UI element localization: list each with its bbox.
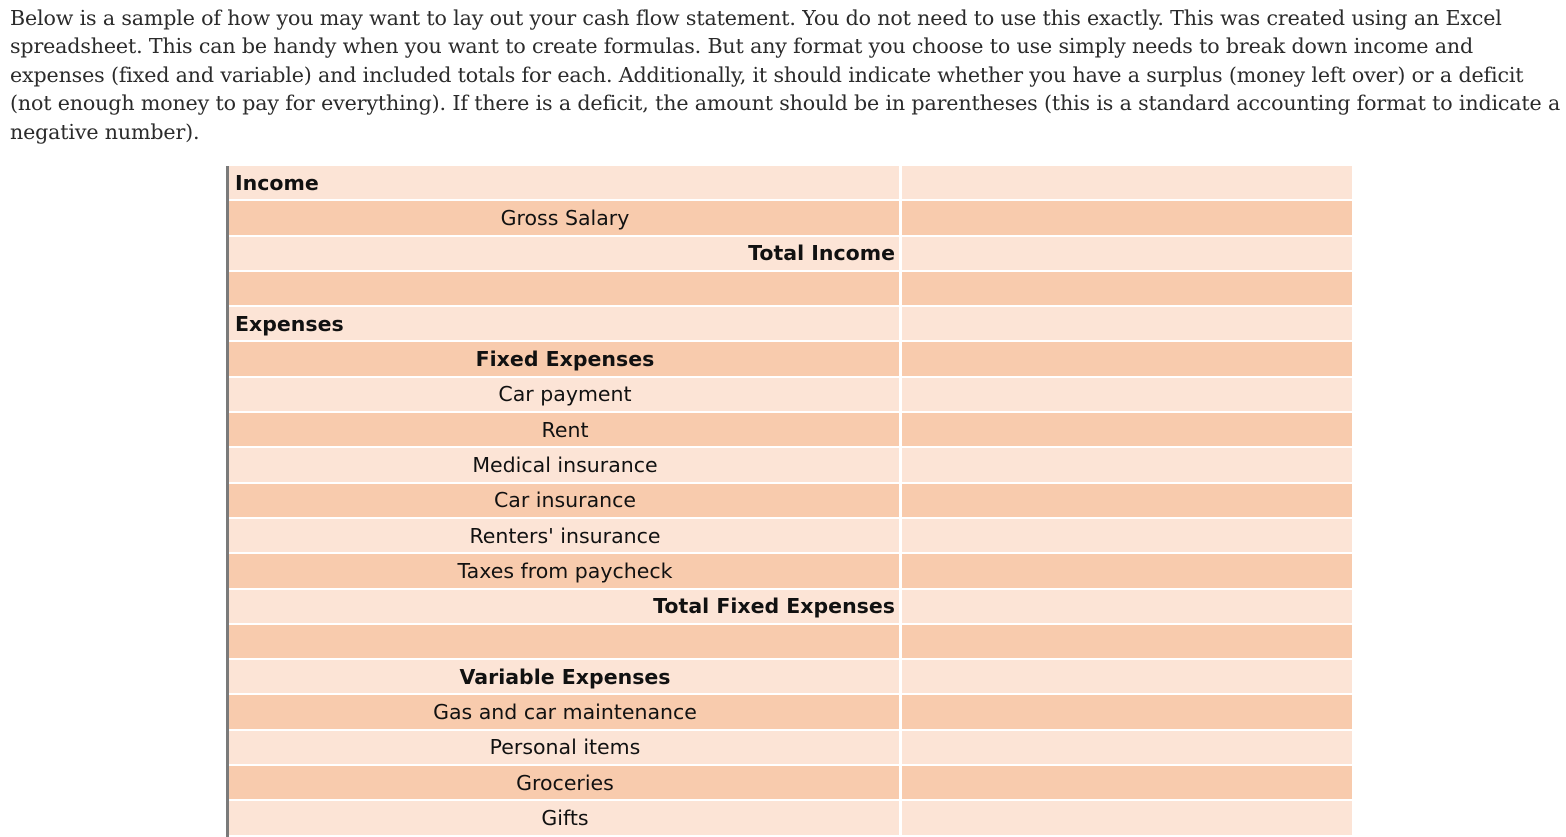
- sheet-row-income: [229, 166, 1352, 201]
- value-cell: [902, 237, 1352, 270]
- line-item-label: Groceries: [229, 766, 902, 799]
- value-cell: [902, 554, 1352, 587]
- line-item-label: Rent: [229, 413, 902, 446]
- sheet-row-personal-items: [229, 731, 1352, 766]
- sheet-row-car-payment: [229, 378, 1352, 413]
- sheet-row-taxes: [229, 554, 1352, 589]
- line-item-label: Medical insurance: [229, 448, 902, 481]
- value-cell: [902, 307, 1352, 340]
- intro-paragraph: Below is a sample of how you may want to lay out your cash flow statement. You do not need to use this exactly. This was created using an Excel spreadsheet. This can be handy when you want to create formulas. But any format you choose to use simply needs to break down income and expenses (fixed and variable) and included totals for each. Additionally, it should indicate whether you have a surplus (money left over) or a deficit (not enough money to pay for everything). If there is a deficit, the amount should be in parentheses (this is a standard accounting format to indicate a negative number).: [10, 6, 1561, 144]
- sheet-row-groceries: [229, 766, 1352, 801]
- line-item-label: Car insurance: [229, 484, 902, 517]
- sheet-row-total-fixed-expenses: [229, 590, 1352, 625]
- line-item-label: Gas and car maintenance: [229, 695, 902, 728]
- line-item-label: Renters' insurance: [229, 519, 902, 552]
- blank-label: [229, 625, 902, 658]
- section-heading-income: Income: [229, 166, 902, 199]
- value-cell: [902, 766, 1352, 799]
- value-cell: [902, 342, 1352, 375]
- line-item-label: Personal items: [229, 731, 902, 764]
- line-item-label: Car payment: [229, 378, 902, 411]
- line-item-label: Gross Salary: [229, 201, 902, 234]
- value-cell: [902, 413, 1352, 446]
- section-heading-expenses: Expenses: [229, 307, 902, 340]
- cash-flow-sheet: [226, 166, 1352, 837]
- sheet-row-rent: [229, 413, 1352, 448]
- value-cell: [902, 731, 1352, 764]
- total-label: Total Income: [229, 237, 902, 270]
- line-item-label: Gifts: [229, 801, 902, 834]
- subsection-heading: Fixed Expenses: [229, 342, 902, 375]
- sheet-row-fixed-expenses: [229, 342, 1352, 377]
- value-cell: [902, 378, 1352, 411]
- sheet-row-car-insurance: [229, 484, 1352, 519]
- subsection-heading: Variable Expenses: [229, 660, 902, 693]
- sheet-row-variable-expenses: [229, 660, 1352, 695]
- value-cell: [902, 201, 1352, 234]
- sheet-row-total-income: [229, 237, 1352, 272]
- value-cell: [902, 519, 1352, 552]
- value-cell: [902, 590, 1352, 623]
- sheet-row-gifts: [229, 801, 1352, 836]
- sheet-row-gas-car-maintenance: [229, 695, 1352, 730]
- value-cell: [902, 625, 1352, 658]
- value-cell: [902, 166, 1352, 199]
- line-item-label: Taxes from paycheck: [229, 554, 902, 587]
- value-cell: [902, 801, 1352, 834]
- sheet-row-blank: [229, 625, 1352, 660]
- value-cell: [902, 660, 1352, 693]
- value-cell: [902, 272, 1352, 305]
- sheet-row-medical-insurance: [229, 448, 1352, 483]
- value-cell: [902, 448, 1352, 481]
- sheet-row-blank: [229, 272, 1352, 307]
- sheet-row-renters-insurance: [229, 519, 1352, 554]
- value-cell: [902, 484, 1352, 517]
- sheet-row-expenses: [229, 307, 1352, 342]
- sheet-row-gross-salary: [229, 201, 1352, 236]
- total-label: Total Fixed Expenses: [229, 590, 902, 623]
- blank-label: [229, 272, 902, 305]
- value-cell: [902, 695, 1352, 728]
